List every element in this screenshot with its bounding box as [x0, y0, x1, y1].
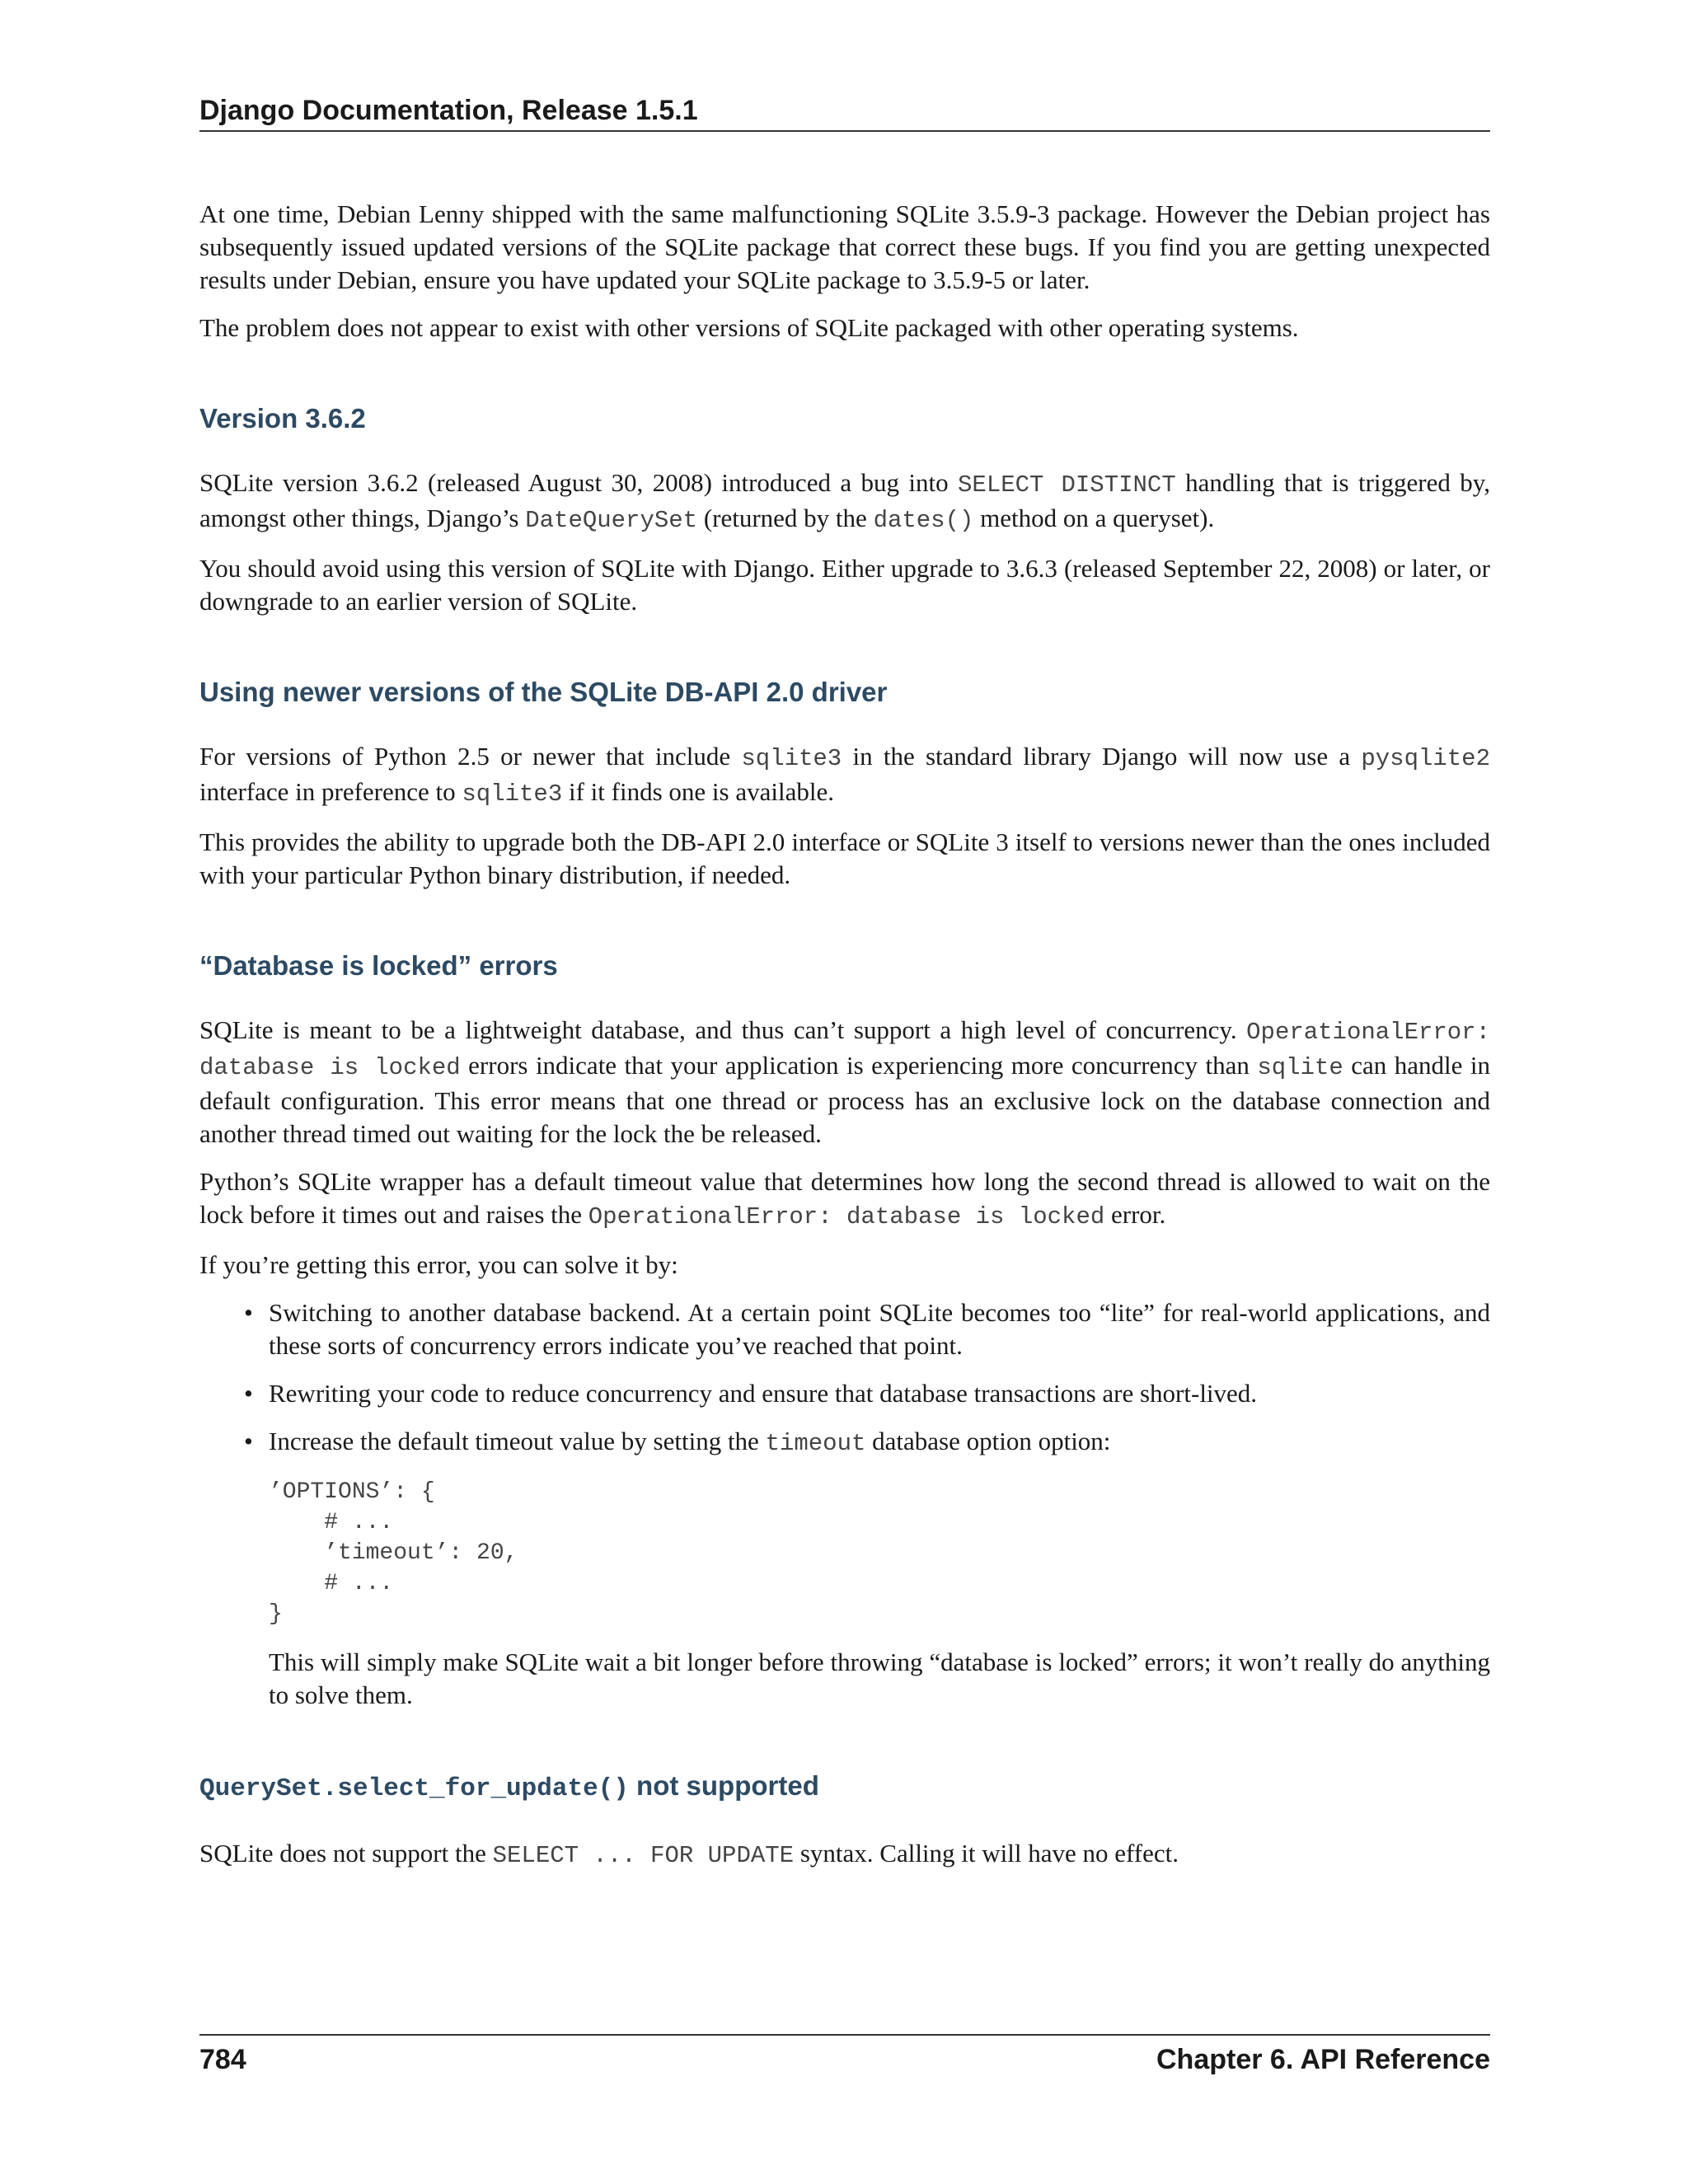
- intro-paragraph-1: At one time, Debian Lenny shipped with the same malfunctioning SQLite 3.5.9-3 package. However the Debian project has subsequently issued updated versions of the SQLite package that correct these bugs. If you find you are getting unexpected results under Debian, ensure you have updated your SQLite package to 3.5.9-5 or later.: [199, 199, 1490, 294]
- page-content: [199, 198, 1490, 1887]
- bullet-icon: •: [244, 1298, 253, 1327]
- list-item: • Increase the default timeout value by setting the timeout database option option: ’OPTIONS’: { # ... ’timeout’: 20, # ... } This will simply make SQLite wait a bit longer before throwing “database is locked” errors; it won’t really do anything to solve them.: [269, 1425, 1490, 1712]
- code-block: ’OPTIONS’: { # ... ’timeout’: 20, # ... }: [269, 1479, 518, 1627]
- inline-code: OperationalError: database is locked: [588, 1203, 1105, 1230]
- inline-code: DateQuerySet: [525, 507, 698, 534]
- document-page: [199, 0, 1490, 2184]
- inline-code: OperationalError: database is locked: [199, 1019, 1490, 1081]
- inline-code: timeout: [765, 1430, 866, 1457]
- chapter-title: Chapter 6. API Reference: [1156, 2044, 1490, 2075]
- version362-paragraph-2: You should avoid using this version of SQLite with Django. Either upgrade to 3.6.3 (released September 22, 2008) or later, or downgrade to an earlier version of SQLite.: [199, 554, 1490, 616]
- list-item: • Rewriting your code to reduce concurrency and ensure that database transactions are short-lived.: [269, 1377, 1490, 1410]
- inline-code: SELECT ... FOR UPDATE: [492, 1842, 795, 1869]
- version362-paragraph-1: SQLite version 3.6.2 (released August 30, 2008) introduced a bug into SELECT DISTINCT handling that is triggered by, amongst other things, Django’s DateQuerySet (returned by the dates() method on a queryset).: [199, 468, 1490, 534]
- newer-driver-paragraph-1: For versions of Python 2.5 or newer that include sqlite3 in the standard library Django will now use a pysqlite2 interface in preference to sqlite3 if it finds one is available.: [199, 742, 1490, 808]
- inline-code: pysqlite2: [1361, 745, 1490, 772]
- list-item-note: This will simply make SQLite wait a bit longer before throwing “database is locked” errors; it won’t really do anything to solve them.: [269, 1647, 1490, 1709]
- running-footer: [199, 2034, 1490, 2076]
- bullet-icon: •: [244, 1379, 253, 1408]
- bullet-icon: •: [244, 1427, 253, 1455]
- select-for-update-paragraph: SQLite does not support the SELECT ... FOR UPDATE syntax. Calling it will have no effect.: [199, 1839, 1179, 1869]
- heading-database-locked: “Database is locked” errors: [199, 950, 558, 981]
- inline-code: SELECT DISTINCT: [958, 471, 1176, 499]
- heading-select-for-update: QuerySet.select_for_update() not supported: [199, 1770, 819, 1803]
- solutions-list: [199, 1296, 1490, 1712]
- newer-driver-paragraph-2: This provides the ability to upgrade both the DB-API 2.0 interface or SQLite 3 itself to versions newer than the ones included with your particular Python binary distribution, if needed.: [199, 827, 1490, 889]
- page-number: 784: [199, 2044, 246, 2075]
- heading-version-362: Version 3.6.2: [199, 403, 366, 434]
- heading-newer-driver: Using newer versions of the SQLite DB-API 2.0 driver: [199, 677, 888, 707]
- inline-code: dates(): [873, 507, 974, 534]
- header-title: Django Documentation, Release 1.5.1: [199, 95, 698, 126]
- inline-code: sqlite3: [462, 780, 563, 808]
- locked-paragraph-1: SQLite is meant to be a lightweight database, and thus can’t support a high level of concurrency. OperationalError: database is locked errors indicate that your application is experiencing more concurrency than sqlite can handle in default configuration. This error means that one thread or process has an exclusive lock on the database connection and another thread timed out waiting for the lock the be released.: [199, 1015, 1490, 1148]
- locked-paragraph-2: Python’s SQLite wrapper has a default timeout value that determines how long the second thread is allowed to wait on the lock before it times out and raises the OperationalError: database is locked error.: [199, 1167, 1490, 1230]
- list-item: • Switching to another database backend. At a certain point SQLite becomes too “lite” for real-world applications, and these sorts of concurrency errors indicate you’ve reached that point.: [244, 1298, 1490, 1360]
- inline-code: sqlite3: [741, 745, 842, 772]
- locked-paragraph-3: If you’re getting this error, you can solve it by:: [199, 1250, 678, 1279]
- running-header: [199, 92, 1490, 132]
- inline-code: sqlite: [1257, 1054, 1343, 1081]
- intro-paragraph-2: The problem does not appear to exist with other versions of SQLite packaged with other operating systems.: [199, 313, 1299, 342]
